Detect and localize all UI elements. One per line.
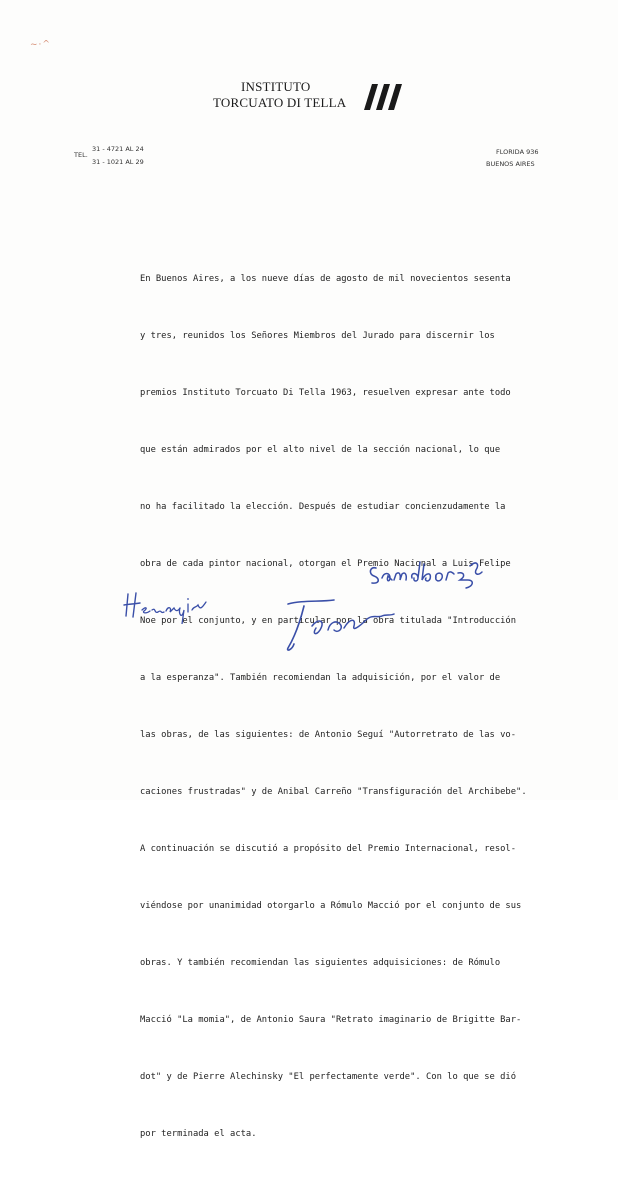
telephone-label: TEL. [74, 151, 88, 159]
body-line: caciones frustradas" y de Anibal Carreño "Transfiguración del Archibebe". [140, 787, 527, 797]
address-street: FLORIDA 936 [496, 148, 539, 156]
body-line: las obras, de las siguientes: de Antonio Seguí "Autorretrato de las vo- [140, 730, 517, 740]
body-line: a la esperanza". También recomiendan la adquisición, por el valor de [140, 673, 501, 683]
signature-right-top [366, 558, 516, 590]
institute-logo-icon [364, 84, 402, 115]
body-line: Noe por el conjunto, y en particular por la obra titulada "Introducción [140, 616, 517, 626]
body-line: En Buenos Aires, a los nueve días de agosto de mil novecientos sesenta [140, 274, 511, 284]
body-line: A continuación se discutió a propósito del Premio Internacional, resol- [140, 844, 517, 854]
body-line: premios Instituto Torcuato Di Tella 1963, resuelven expresar ante todo [140, 388, 511, 398]
letter-body [140, 232, 580, 1182]
telephone-number-2: 31 - 1021 AL 29 [92, 158, 144, 166]
address-city: BUENOS AIRES [486, 160, 535, 168]
body-line: obras. Y también recomiendan las siguientes adquisiciones: de Rómulo [140, 958, 501, 968]
address-block [486, 146, 539, 170]
letterhead-title [213, 79, 346, 111]
body-line: y tres, reunidos los Señores Miembros del Jurado para discernir los [140, 331, 495, 341]
signature-left [122, 590, 212, 624]
letterhead-line2: TORCUATO DI TELLA [213, 95, 347, 110]
letterhead-line1: INSTITUTO [241, 79, 311, 94]
body-line: Macció "La momia", de Antonio Saura "Retrato imaginario de Brigitte Bar- [140, 1015, 522, 1025]
signature-center [282, 596, 402, 656]
telephone-number-1: 31 - 4721 AL 24 [92, 145, 144, 153]
body-line: dot" y de Pierre Alechinsky "El perfectamente verde". Con lo que se dió [140, 1072, 517, 1082]
body-line: por terminada el acta. [140, 1129, 257, 1139]
corner-mark: ~·^ [30, 40, 51, 50]
body-line: no ha facilitado la elección. Después de estudiar concienzudamente la [140, 502, 506, 512]
body-line: que están admirados por el alto nivel de la sección nacional, lo que [140, 445, 501, 455]
body-line: obra de cada pintor nacional, otorgan el Premio Nacional a Luis Felipe [140, 559, 511, 569]
body-line: viéndose por unanimidad otorgarlo a Rómulo Macció por el conjunto de sus [140, 901, 522, 911]
